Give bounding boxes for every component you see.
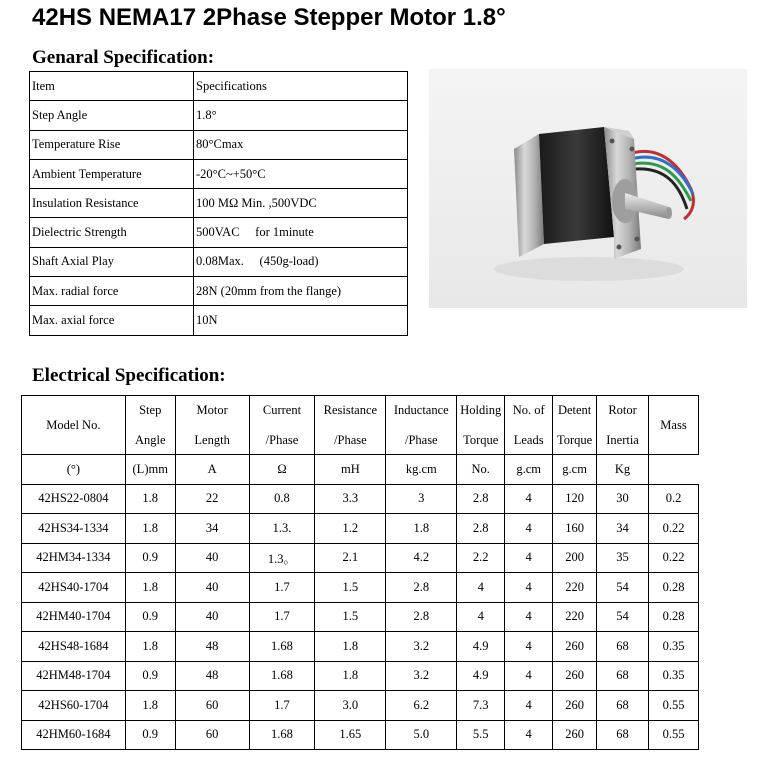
header-line-1: Holding bbox=[460, 402, 502, 417]
table-row bbox=[30, 101, 408, 130]
header-line-1: Resistance bbox=[323, 402, 378, 417]
table-cell: 2.1 bbox=[315, 543, 386, 573]
table-row bbox=[30, 277, 408, 306]
table-cell: 220 bbox=[553, 602, 597, 632]
table-cell: 1.3。 bbox=[249, 543, 315, 573]
table-row bbox=[30, 218, 408, 247]
table-cell: 68 bbox=[597, 691, 649, 721]
table-cell: 1.65 bbox=[315, 720, 386, 750]
stepper-motor-photo bbox=[429, 69, 747, 308]
table-cell: Specifications bbox=[194, 72, 408, 101]
table-cell: 1.8 bbox=[315, 661, 386, 691]
table-units-row bbox=[22, 455, 699, 485]
table-cell: Shaft Axial Play bbox=[30, 247, 194, 276]
table-cell: 0.35 bbox=[649, 661, 699, 691]
table-cell: 1.7 bbox=[249, 691, 315, 721]
table-cell: 0.28 bbox=[649, 602, 699, 632]
units-cell: (L)mm bbox=[125, 455, 175, 485]
column-header bbox=[315, 396, 386, 455]
table-cell: 0.9 bbox=[125, 543, 175, 573]
table-cell: 1.8 bbox=[386, 514, 457, 544]
table-cell: Insulation Resistance bbox=[30, 189, 194, 218]
table-cell: 22 bbox=[175, 484, 249, 514]
table-cell: 3.3 bbox=[315, 484, 386, 514]
table-cell: 220 bbox=[553, 573, 597, 603]
table-cell: 2.8 bbox=[386, 573, 457, 603]
column-header bbox=[457, 396, 505, 455]
units-cell: A bbox=[175, 455, 249, 485]
table-cell: 4 bbox=[505, 720, 553, 750]
table-cell: 1.3. bbox=[249, 514, 315, 544]
table-cell: Step Angle bbox=[30, 101, 194, 130]
table-cell: 1.8 bbox=[315, 632, 386, 662]
table-cell: 1.7 bbox=[249, 573, 315, 603]
table-row bbox=[22, 484, 699, 514]
column-header bbox=[505, 396, 553, 455]
table-row bbox=[30, 247, 408, 276]
table-cell: 1.8 bbox=[125, 514, 175, 544]
table-cell: 0.55 bbox=[649, 691, 699, 721]
stepper-motor-illustration bbox=[429, 69, 747, 308]
table-row bbox=[30, 189, 408, 218]
column-header bbox=[597, 396, 649, 455]
table-cell: 54 bbox=[597, 602, 649, 632]
header-line-2: Angle bbox=[134, 432, 166, 447]
units-cell: Ω bbox=[249, 455, 315, 485]
units-cell: g.cm bbox=[505, 455, 553, 485]
table-cell: 0.8 bbox=[249, 484, 315, 514]
table-header-row bbox=[22, 396, 699, 455]
table-cell: 3.2 bbox=[386, 661, 457, 691]
table-cell: 100 MΩ Min. ,500VDC bbox=[194, 189, 408, 218]
column-header bbox=[553, 396, 597, 455]
header-line-2: Torque bbox=[557, 432, 593, 447]
page-title: 42HS NEMA17 2Phase Stepper Motor 1.8° bbox=[32, 4, 506, 31]
table-cell: Max. axial force bbox=[30, 306, 194, 335]
table-cell: 68 bbox=[597, 720, 649, 750]
table-cell: 4 bbox=[505, 543, 553, 573]
model-number-cell: 42HM40-1704 bbox=[22, 602, 126, 632]
table-cell: 4 bbox=[505, 632, 553, 662]
table-cell: 80°Cmax bbox=[194, 130, 408, 159]
units-cell: kg.cm bbox=[386, 455, 457, 485]
general-spec-heading: Genaral Specification: bbox=[32, 47, 215, 68]
model-number-cell: 42HS40-1704 bbox=[22, 573, 126, 603]
model-number-cell: 42HM48-1704 bbox=[22, 661, 126, 691]
table-cell: 4 bbox=[505, 514, 553, 544]
header-line-1: Motor bbox=[196, 402, 228, 417]
table-cell: 28N (20mm from the flange) bbox=[194, 277, 408, 306]
units-cell: mH bbox=[315, 455, 386, 485]
table-cell: 2.8 bbox=[457, 484, 505, 514]
table-cell: 260 bbox=[553, 632, 597, 662]
table-cell: 40 bbox=[175, 573, 249, 603]
table-cell: 35 bbox=[597, 543, 649, 573]
table-cell: 1.68 bbox=[249, 632, 315, 662]
table-cell: 1.2 bbox=[315, 514, 386, 544]
table-cell: 34 bbox=[597, 514, 649, 544]
table-cell: 260 bbox=[553, 720, 597, 750]
table-row bbox=[30, 130, 408, 159]
header-line-2: Inertia bbox=[606, 432, 639, 447]
table-cell: 0.22 bbox=[649, 514, 699, 544]
table-cell: 260 bbox=[553, 691, 597, 721]
header-line-2: /Phase bbox=[404, 432, 438, 447]
table-cell: 0.55 bbox=[649, 720, 699, 750]
model-number-cell: 42HS60-1704 bbox=[22, 691, 126, 721]
table-cell: 3 bbox=[386, 484, 457, 514]
table-cell: 68 bbox=[597, 632, 649, 662]
table-cell: 1.68 bbox=[249, 720, 315, 750]
table-cell: 4 bbox=[457, 573, 505, 603]
table-cell: 1.5 bbox=[315, 573, 386, 603]
table-row bbox=[22, 543, 699, 573]
header-line-2: /Phase bbox=[334, 432, 367, 447]
table-cell: 1.5 bbox=[315, 602, 386, 632]
electrical-spec-heading: Electrical Specification: bbox=[32, 365, 226, 386]
table-cell: 3.2 bbox=[386, 632, 457, 662]
table-row bbox=[22, 573, 699, 603]
electrical-spec-table bbox=[21, 395, 699, 750]
table-cell: 1.8 bbox=[125, 632, 175, 662]
column-header bbox=[175, 396, 249, 455]
table-cell: 0.2 bbox=[649, 484, 699, 514]
table-cell: 5.5 bbox=[457, 720, 505, 750]
units-cell: No. bbox=[457, 455, 505, 485]
table-row bbox=[22, 691, 699, 721]
table-cell: 4.9 bbox=[457, 661, 505, 691]
table-cell: 0.9 bbox=[125, 661, 175, 691]
table-cell: 2.8 bbox=[386, 602, 457, 632]
table-cell: -20°C~+50°C bbox=[194, 159, 408, 188]
table-cell: Dielectric Strength bbox=[30, 218, 194, 247]
table-cell: 3.0 bbox=[315, 691, 386, 721]
model-number-cell: 42HM34-1334 bbox=[22, 543, 126, 573]
column-header-mass: Mass bbox=[649, 396, 699, 455]
table-row bbox=[22, 514, 699, 544]
table-cell: 4 bbox=[505, 602, 553, 632]
table-cell: 0.9 bbox=[125, 720, 175, 750]
table-cell: 0.22 bbox=[649, 543, 699, 573]
model-number-cell: 42HS48-1684 bbox=[22, 632, 126, 662]
table-cell: 4.9 bbox=[457, 632, 505, 662]
header-line-1: No. of bbox=[512, 402, 545, 417]
model-number-cell: 42HS22-0804 bbox=[22, 484, 126, 514]
table-cell: 1.7 bbox=[249, 602, 315, 632]
header-line-1: Rotor bbox=[608, 402, 637, 417]
table-cell: 60 bbox=[175, 691, 249, 721]
table-cell: 30 bbox=[597, 484, 649, 514]
table-cell: 4.2 bbox=[386, 543, 457, 573]
column-header bbox=[249, 396, 315, 455]
table-cell: 0.28 bbox=[649, 573, 699, 603]
table-cell: 4 bbox=[505, 661, 553, 691]
table-cell: 1.8 bbox=[125, 484, 175, 514]
table-cell: 500VAC for 1minute bbox=[194, 218, 408, 247]
table-cell: 1.68 bbox=[249, 661, 315, 691]
table-cell: 1.8 bbox=[125, 573, 175, 603]
table-cell: Temperature Rise bbox=[30, 130, 194, 159]
table-cell: 260 bbox=[553, 661, 597, 691]
header-line-1: Step bbox=[139, 402, 162, 417]
table-row bbox=[22, 661, 699, 691]
header-line-2: Leads bbox=[513, 432, 544, 447]
units-cell: Kg bbox=[597, 455, 649, 485]
table-cell: Item bbox=[30, 72, 194, 101]
table-cell: 200 bbox=[553, 543, 597, 573]
header-line-1: Current bbox=[262, 402, 302, 417]
table-cell: 34 bbox=[175, 514, 249, 544]
table-row bbox=[22, 602, 699, 632]
table-cell: 2.8 bbox=[457, 514, 505, 544]
table-cell: Ambient Temperature bbox=[30, 159, 194, 188]
table-row bbox=[30, 306, 408, 335]
header-line-1: Inductance bbox=[393, 402, 449, 417]
table-row bbox=[22, 632, 699, 662]
table-cell: 0.35 bbox=[649, 632, 699, 662]
table-row bbox=[30, 159, 408, 188]
table-cell: 6.2 bbox=[386, 691, 457, 721]
table-cell: 120 bbox=[553, 484, 597, 514]
table-cell: 60 bbox=[175, 720, 249, 750]
table-cell: 54 bbox=[597, 573, 649, 603]
table-cell: 48 bbox=[175, 661, 249, 691]
table-cell: 40 bbox=[175, 543, 249, 573]
model-number-cell: 42HM60-1684 bbox=[22, 720, 126, 750]
table-cell: 48 bbox=[175, 632, 249, 662]
table-cell: 1.8° bbox=[194, 101, 408, 130]
table-cell: 10N bbox=[194, 306, 408, 335]
table-cell: 0.9 bbox=[125, 602, 175, 632]
column-header bbox=[386, 396, 457, 455]
header-line-2: Torque bbox=[463, 432, 499, 447]
table-cell: 7.3 bbox=[457, 691, 505, 721]
table-cell: 4 bbox=[505, 484, 553, 514]
table-cell: 40 bbox=[175, 602, 249, 632]
header-line-2: Length bbox=[194, 432, 230, 447]
table-cell: 1.8 bbox=[125, 691, 175, 721]
table-cell: Max. radial force bbox=[30, 277, 194, 306]
table-cell: 160 bbox=[553, 514, 597, 544]
table-cell: 2.2 bbox=[457, 543, 505, 573]
table-cell: 4 bbox=[505, 573, 553, 603]
column-header-model: Model No. bbox=[22, 396, 126, 455]
model-number-cell: 42HS34-1334 bbox=[22, 514, 126, 544]
general-spec-table bbox=[29, 71, 408, 336]
table-cell: 4 bbox=[457, 602, 505, 632]
table-cell: 4 bbox=[505, 691, 553, 721]
table-row bbox=[30, 72, 408, 101]
table-cell: 68 bbox=[597, 661, 649, 691]
column-header bbox=[125, 396, 175, 455]
header-line-1: Detent bbox=[557, 402, 592, 417]
units-cell: g.cm bbox=[553, 455, 597, 485]
table-cell: 0.08Max. (450g-load) bbox=[194, 247, 408, 276]
header-line-2: /Phase bbox=[265, 432, 299, 447]
table-row bbox=[22, 720, 699, 750]
table-cell: 5.0 bbox=[386, 720, 457, 750]
units-cell: (°) bbox=[22, 455, 126, 485]
